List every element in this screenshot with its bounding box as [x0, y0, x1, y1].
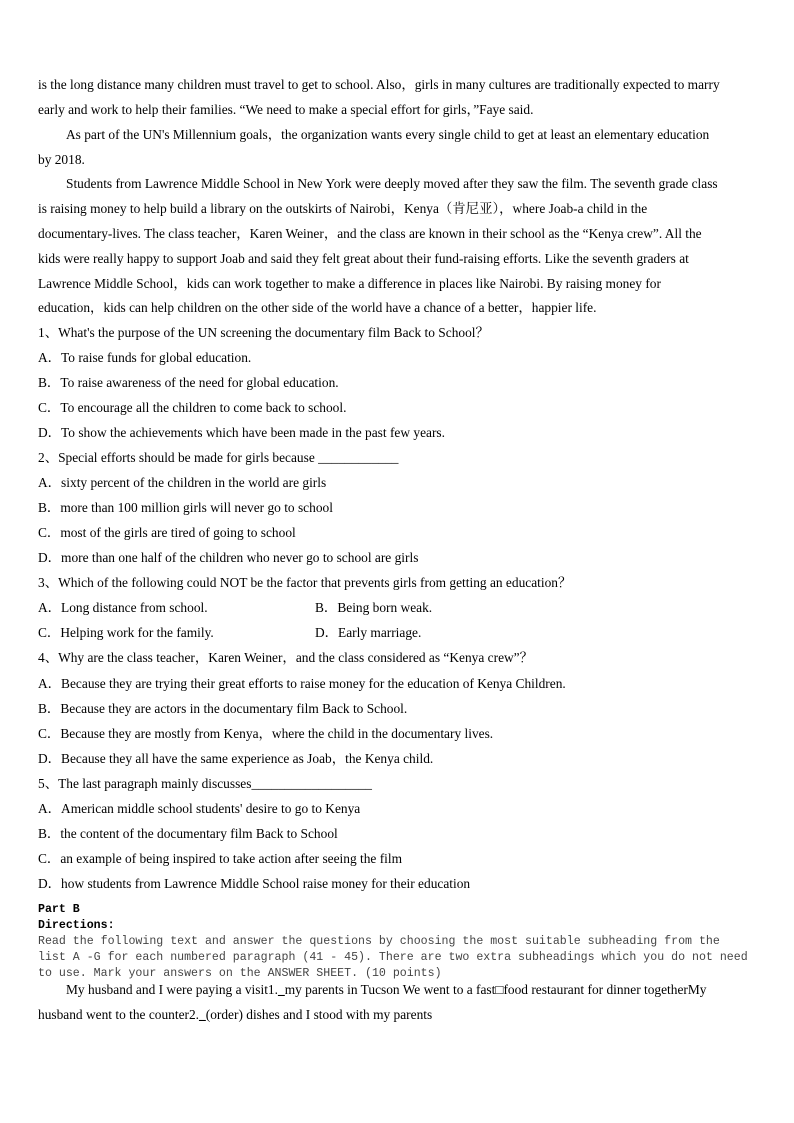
question-option: C．most of the girls are tired of going to school [38, 525, 296, 540]
question-option: B．Because they are actors in the documentary film Back to School. [38, 701, 408, 716]
part-b-text-line [38, 1007, 432, 1023]
question-option: C．Because they are mostly from Kenya，where the child in the documentary lives. [38, 726, 494, 741]
question-option: A．American middle school students' desire to go to Kenya [38, 801, 361, 816]
question-stem: 5、The last paragraph mainly discusses__________________ [38, 776, 372, 791]
question-option: B．the content of the documentary film Back to School [38, 826, 338, 841]
directions-text: list A -G for each numbered paragraph (41 - 45). There are two extra subheadings which you do not need [38, 951, 748, 964]
directions-text: Read the following text and answer the questions by choosing the most suitable subheading from the [38, 935, 720, 948]
passage-line: is the long distance many children must travel to get to school. Also，girls in many cultures are traditionally expected to marry [38, 77, 720, 92]
passage-line: Lawrence Middle School，kids can work together to make a difference in places like Nairobi. By raising money for [38, 276, 661, 291]
passage-line: kids were really happy to support Joab and said they felt great about their fund-raising efforts. Like the seventh graders at [38, 251, 689, 266]
question-option: A．To raise funds for global education. [38, 350, 252, 365]
passage-line: Students from Lawrence Middle School in New York were deeply moved after they saw the film. The seventh grade class [66, 176, 718, 191]
question-stem: 3、Which of the following could NOT be the factor that prevents girls from getting an education？ [38, 575, 572, 590]
answer-blank-2: _ [199, 1007, 206, 1022]
part-b-text-line [66, 982, 706, 998]
directions-text: to use. Mark your answers on the ANSWER SHEET. (10 points) [38, 967, 442, 980]
passage-line: by 2018. [38, 152, 85, 167]
text-segment: my parents in Tucson We went to a fast□food restaurant for dinner togetherMy [284, 982, 707, 997]
question-stem: 2、Special efforts should be made for girls because ____________ [38, 450, 399, 465]
question-option: B．more than 100 million girls will never go to school [38, 500, 333, 515]
question-option: D．how students from Lawrence Middle School raise money for their education [38, 876, 471, 891]
question-option: A．Long distance from school. [38, 600, 208, 615]
passage-line: documentary-lives. The class teacher，Karen Weiner，and the class are known in their school as the “Kenya crew”. All the [38, 226, 702, 241]
question-option: A．sixty percent of the children in the world are girls [38, 475, 327, 490]
directions-label: Directions: [38, 919, 115, 932]
question-option: D．more than one half of the children who never go to school are girls [38, 550, 419, 565]
question-option: D．Because they all have the same experience as Joab，the Kenya child. [38, 751, 434, 766]
question-option: B．To raise awareness of the need for global education. [38, 375, 339, 390]
passage-line: is raising money to help build a library on the outskirts of Nairobi，Kenya（肯尼亚），where Joab-a child in the [38, 201, 648, 216]
passage-line: early and work to help their families. “We need to make a special effort for girls，”Faye said. [38, 102, 534, 117]
question-option: D．To show the achievements which have been made in the past few years. [38, 425, 445, 440]
question-option: A．Because they are trying their great efforts to raise money for the education of Kenya Children. [38, 676, 566, 691]
text-segment: My husband and I were paying a visit1. [66, 982, 278, 997]
question-stem: 4、Why are the class teacher，Karen Weiner，and the class considered as “Kenya crew”？ [38, 650, 534, 665]
part-b-title: Part B [38, 903, 80, 916]
question-option: C．an example of being inspired to take action after seeing the film [38, 851, 403, 866]
question-option: D．Early marriage. [315, 625, 422, 640]
question-option: C．Helping work for the family. [38, 625, 214, 640]
passage-line: As part of the UN's Millennium goals，the organization wants every single child to get at least an elementary education [66, 127, 710, 142]
question-option: B．Being born weak. [315, 600, 433, 615]
text-segment: husband went to the counter2. [38, 1007, 200, 1022]
question-option: C．To encourage all the children to come back to school. [38, 400, 347, 415]
passage-line: education，kids can help children on the other side of the world have a chance of a better，happier life. [38, 300, 597, 315]
answer-blank-1: _ [277, 982, 285, 997]
text-segment: (order) dishes and I stood with my parents [205, 1007, 433, 1022]
question-stem: 1、What's the purpose of the UN screening the documentary film Back to School？ [38, 325, 489, 340]
